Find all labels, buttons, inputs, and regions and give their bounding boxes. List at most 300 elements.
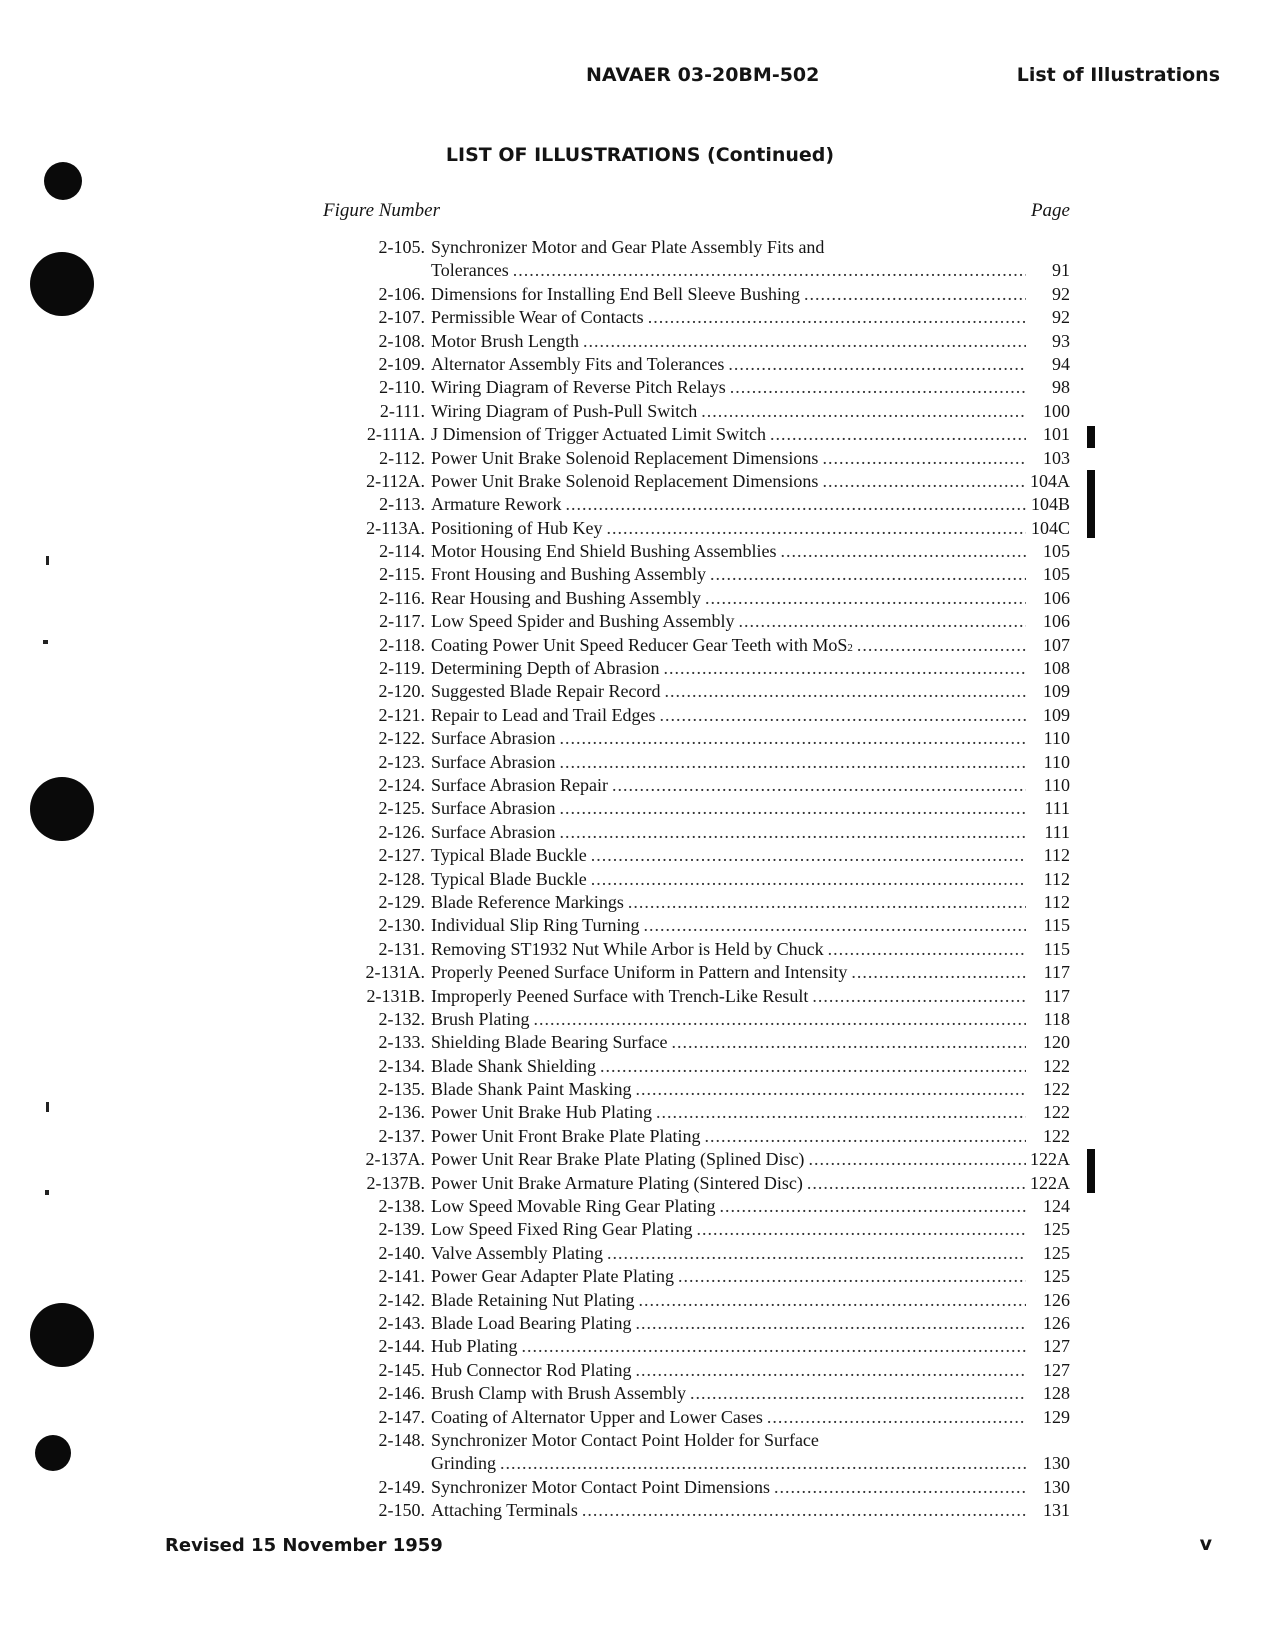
list-entry — [330, 657, 1070, 680]
figure-number: 2-129. — [378, 891, 425, 912]
page-ref: 110 — [1043, 728, 1070, 749]
entry-line — [330, 985, 1070, 1008]
entry-line — [330, 283, 1070, 306]
entry-line — [330, 306, 1070, 329]
entry-line — [330, 961, 1070, 984]
figure-number: 2-137A. — [365, 1149, 425, 1170]
entry-line — [330, 914, 1070, 937]
figure-number: 2-138. — [378, 1196, 425, 1217]
dot-leader — [559, 797, 1026, 820]
entry-line — [330, 1359, 1070, 1382]
figure-title: Surface Abrasion — [431, 821, 556, 842]
figure-number: 2-108. — [378, 330, 425, 351]
entry-line — [330, 727, 1070, 750]
page-ref: 110 — [1043, 774, 1070, 795]
entry-line — [330, 1242, 1070, 1265]
figure-number: 2-137B. — [366, 1172, 425, 1193]
dot-leader — [636, 1359, 1027, 1382]
figure-number: 2-136. — [378, 1102, 425, 1123]
dot-leader — [739, 610, 1027, 633]
list-entry — [330, 493, 1070, 516]
figure-number: 2-150. — [378, 1500, 425, 1521]
figure-title: Improperly Peened Surface with Trench-Like Result — [431, 985, 809, 1006]
page-ref: 127 — [1043, 1359, 1070, 1380]
entry-line — [330, 423, 1070, 446]
figure-title: J Dimension of Trigger Actuated Limit Switch — [431, 424, 766, 445]
dot-leader — [710, 563, 1026, 586]
figure-title: Power Unit Brake Solenoid Replacement Dimensions — [431, 470, 819, 491]
list-entry — [330, 1218, 1070, 1241]
figure-title: Attaching Terminals — [431, 1500, 578, 1521]
list-entry — [330, 236, 1070, 283]
dot-leader — [534, 1008, 1026, 1031]
list-entry — [330, 634, 1070, 657]
dot-leader — [696, 1218, 1026, 1241]
list-entry — [330, 1078, 1070, 1101]
figure-title: Power Gear Adapter Plate Plating — [431, 1266, 674, 1287]
figure-number: 2-133. — [378, 1032, 425, 1053]
page-ref: 118 — [1043, 1008, 1070, 1029]
list-entry — [330, 844, 1070, 867]
figure-title: Typical Blade Buckle — [431, 868, 587, 889]
figure-title: Permissible Wear of Contacts — [431, 307, 644, 328]
page-ref: 108 — [1043, 658, 1070, 679]
list-entry — [330, 353, 1070, 376]
entry-line — [330, 1452, 1070, 1475]
page-ref: 122 — [1043, 1055, 1070, 1076]
figure-title: Typical Blade Buckle — [431, 845, 587, 866]
entry-line — [330, 376, 1070, 399]
list-entry — [330, 1359, 1070, 1382]
dot-leader — [559, 727, 1026, 750]
dot-leader — [500, 1452, 1026, 1475]
entry-line — [330, 1031, 1070, 1054]
entry-line — [330, 680, 1070, 703]
figure-number: 2-114. — [379, 541, 425, 562]
list-entry — [330, 1031, 1070, 1054]
list-entry — [330, 1312, 1070, 1335]
list-entry — [330, 447, 1070, 470]
page-ref: 103 — [1043, 447, 1070, 468]
dot-leader — [828, 938, 1026, 961]
entry-line — [330, 774, 1070, 797]
list-entry — [330, 470, 1070, 493]
dot-leader — [774, 1476, 1026, 1499]
entry-line — [330, 891, 1070, 914]
scan-speck — [46, 1102, 49, 1112]
page-ref: 111 — [1044, 798, 1070, 819]
figure-title: Brush Clamp with Brush Assembly — [431, 1383, 687, 1404]
list-entry — [330, 774, 1070, 797]
figure-title: Surface Abrasion — [431, 798, 556, 819]
entry-line — [330, 844, 1070, 867]
figure-title: Motor Brush Length — [431, 330, 579, 351]
dot-leader — [767, 1406, 1026, 1429]
figure-title: Surface Abrasion Repair — [431, 774, 608, 795]
entry-line — [330, 1265, 1070, 1288]
figure-title: Wiring Diagram of Push-Pull Switch — [431, 400, 698, 421]
figure-number: 2-120. — [378, 681, 425, 702]
page-ref: 104C — [1030, 517, 1070, 538]
entry-line — [330, 330, 1070, 353]
entry-line — [330, 236, 1070, 259]
page-ref: 98 — [1052, 377, 1070, 398]
figure-title: Tolerances — [431, 260, 509, 281]
list-entry — [330, 751, 1070, 774]
figure-number: 2-141. — [378, 1266, 425, 1287]
entry-line — [330, 1218, 1070, 1241]
figure-title: Blade Shank Paint Masking — [431, 1079, 632, 1100]
entry-line — [330, 259, 1070, 282]
entry-line — [330, 1312, 1070, 1335]
entry-line — [330, 634, 1070, 657]
figure-number: 2-146. — [378, 1383, 425, 1404]
dot-leader — [690, 1382, 1026, 1405]
dot-leader — [638, 1289, 1026, 1312]
list-entry — [330, 376, 1070, 399]
figure-number: 2-113. — [379, 494, 425, 515]
page-ref: 104B — [1030, 494, 1070, 515]
figure-number: 2-112A. — [366, 470, 425, 491]
figure-title: Repair to Lead and Trail Edges — [431, 704, 656, 725]
punch-hole — [30, 777, 94, 841]
entry-line — [330, 1289, 1070, 1312]
list-entry — [330, 1265, 1070, 1288]
figure-title: Alternator Assembly Fits and Tolerances — [431, 353, 725, 374]
figure-number: 2-122. — [378, 728, 425, 749]
dot-leader — [704, 1125, 1026, 1148]
list-entry — [330, 868, 1070, 891]
list-entry — [330, 283, 1070, 306]
figure-title: Low Speed Spider and Bushing Assembly — [431, 611, 735, 632]
figure-title: Blade Shank Shielding — [431, 1055, 596, 1076]
entry-line — [330, 1101, 1070, 1124]
figure-title: Blade Retaining Nut Plating — [431, 1289, 635, 1310]
dot-leader — [583, 330, 1026, 353]
figure-title: Shielding Blade Bearing Surface — [431, 1032, 668, 1053]
figure-title: Suggested Blade Repair Record — [431, 681, 661, 702]
dot-leader — [705, 587, 1026, 610]
figure-title: Wiring Diagram of Reverse Pitch Relays — [431, 377, 726, 398]
figure-title: Power Unit Brake Armature Plating (Sintered Disc) — [431, 1172, 803, 1193]
dot-leader — [730, 376, 1026, 399]
figure-number: 2-145. — [378, 1359, 425, 1380]
figure-number: 2-111A. — [366, 424, 425, 445]
scan-speck — [45, 1190, 49, 1195]
list-entry — [330, 914, 1070, 937]
entry-line — [330, 797, 1070, 820]
page-ref: 111 — [1044, 821, 1070, 842]
entry-line — [330, 868, 1070, 891]
dot-leader — [770, 423, 1026, 446]
figure-number: 2-124. — [378, 774, 425, 795]
dot-leader — [644, 914, 1026, 937]
figure-number: 2-127. — [378, 845, 425, 866]
entry-line — [330, 938, 1070, 961]
entry-line — [330, 540, 1070, 563]
page-ref: 93 — [1052, 330, 1070, 351]
entry-line — [330, 1429, 1070, 1452]
entry-line — [330, 1382, 1070, 1405]
list-entry — [330, 985, 1070, 1008]
figure-title: Determining Depth of Abrasion — [431, 658, 660, 679]
subscript: 2 — [847, 641, 853, 654]
figure-title: Front Housing and Bushing Assembly — [431, 564, 707, 585]
figure-title: Surface Abrasion — [431, 728, 556, 749]
page-ref: 92 — [1052, 283, 1070, 304]
figure-number: 2-117. — [379, 611, 425, 632]
page-number: v — [1199, 1533, 1212, 1555]
document-number: NAVAER 03-20BM-502 — [586, 64, 820, 86]
figure-title: Low Speed Movable Ring Gear Plating — [431, 1196, 716, 1217]
change-bar — [1087, 426, 1095, 448]
list-entry — [330, 1195, 1070, 1218]
figure-number: 2-115. — [379, 564, 425, 585]
list-entry — [330, 891, 1070, 914]
figure-title: Motor Housing End Shield Bushing Assemblies — [431, 541, 777, 562]
figure-number: 2-130. — [378, 915, 425, 936]
figure-number: 2-144. — [378, 1336, 425, 1357]
entry-line — [330, 1476, 1070, 1499]
dot-leader — [781, 540, 1026, 563]
entry-line — [330, 1195, 1070, 1218]
entry-line — [330, 1499, 1070, 1522]
entry-line — [330, 1148, 1070, 1171]
entry-line — [330, 353, 1070, 376]
list-entry — [330, 400, 1070, 423]
dot-leader — [807, 1172, 1026, 1195]
page-ref: 120 — [1043, 1032, 1070, 1053]
figure-number: 2-147. — [378, 1406, 425, 1427]
figure-title: Blade Load Bearing Plating — [431, 1312, 632, 1333]
page-ref: 115 — [1043, 938, 1070, 959]
page-ref: 104A — [1030, 470, 1070, 491]
dot-leader — [812, 985, 1026, 1008]
list-entry — [330, 1242, 1070, 1265]
entry-line — [330, 1172, 1070, 1195]
figure-title: Low Speed Fixed Ring Gear Plating — [431, 1219, 693, 1240]
dot-leader — [565, 493, 1026, 516]
change-bar — [1087, 1149, 1095, 1193]
figure-number: 2-140. — [378, 1242, 425, 1263]
punch-hole — [35, 1435, 71, 1471]
figure-title: Coating Power Unit Speed Reducer Gear Teeth with MoS — [431, 634, 848, 655]
entry-line — [330, 1406, 1070, 1429]
entry-line — [330, 447, 1070, 470]
dot-leader — [822, 447, 1026, 470]
page-ref: 122 — [1043, 1102, 1070, 1123]
page-ref: 100 — [1043, 400, 1070, 421]
figure-number: 2-148. — [378, 1429, 425, 1450]
figure-number: 2-128. — [378, 868, 425, 889]
page-ref: 105 — [1043, 564, 1070, 585]
dot-leader — [857, 634, 1026, 657]
figure-title: Synchronizer Motor Contact Point Holder for Surface — [431, 1429, 819, 1450]
dot-leader — [559, 821, 1026, 844]
figure-number: 2-137. — [378, 1125, 425, 1146]
figure-number: 2-139. — [378, 1219, 425, 1240]
page-ref: 105 — [1043, 541, 1070, 562]
page-ref: 130 — [1043, 1476, 1070, 1497]
list-entry — [330, 797, 1070, 820]
page-ref: 131 — [1043, 1500, 1070, 1521]
figure-title: Hub Connector Rod Plating — [431, 1359, 632, 1380]
page-ref: 122A — [1030, 1172, 1070, 1193]
list-entry — [330, 587, 1070, 610]
list-entry — [330, 1008, 1070, 1031]
figure-number: 2-131A. — [365, 962, 425, 983]
entry-line — [330, 400, 1070, 423]
page-ref: 125 — [1043, 1219, 1070, 1240]
figure-number: 2-121. — [378, 704, 425, 725]
list-entry — [330, 1499, 1070, 1522]
figure-number: 2-118. — [379, 634, 425, 655]
figure-number-column-header: Figure Number — [323, 200, 440, 221]
page-ref: 117 — [1043, 985, 1070, 1006]
figure-title: Brush Plating — [431, 1008, 530, 1029]
page-ref: 112 — [1043, 845, 1070, 866]
dot-leader — [612, 774, 1026, 797]
figure-title: Properly Peened Surface Uniform in Pattern and Intensity — [431, 962, 848, 983]
figure-title: Synchronizer Motor Contact Point Dimensions — [431, 1476, 770, 1497]
figure-number: 2-126. — [378, 821, 425, 842]
list-entry — [330, 563, 1070, 586]
page-ref: 101 — [1043, 424, 1070, 445]
figure-title: Power Unit Brake Solenoid Replacement Dimensions — [431, 447, 819, 468]
figure-number: 2-105. — [378, 237, 425, 257]
list-entry — [330, 1382, 1070, 1405]
dot-leader — [636, 1078, 1027, 1101]
dot-leader — [678, 1265, 1026, 1288]
figure-number: 2-110. — [379, 377, 425, 398]
page-ref: 128 — [1043, 1383, 1070, 1404]
entry-line — [330, 587, 1070, 610]
page-ref: 122 — [1043, 1125, 1070, 1146]
page-ref: 110 — [1043, 751, 1070, 772]
entry-line — [330, 470, 1070, 493]
figure-title: Surface Abrasion — [431, 751, 556, 772]
dot-leader — [635, 1312, 1026, 1335]
dot-leader — [804, 283, 1026, 306]
entry-line — [330, 493, 1070, 516]
figure-number: 2-131B. — [366, 985, 425, 1006]
dot-leader — [591, 844, 1026, 867]
dot-leader — [648, 306, 1026, 329]
dot-leader — [719, 1195, 1026, 1218]
dot-leader — [582, 1499, 1026, 1522]
list-entry — [330, 1406, 1070, 1429]
dot-leader — [600, 1055, 1026, 1078]
figure-title: Coating of Alternator Upper and Lower Cases — [431, 1406, 763, 1427]
dot-leader — [659, 704, 1026, 727]
page-ref: 107 — [1043, 634, 1070, 655]
list-entry — [330, 423, 1070, 446]
page-ref: 129 — [1043, 1406, 1070, 1427]
list-entry — [330, 1101, 1070, 1124]
figure-title: Rear Housing and Bushing Assembly — [431, 587, 701, 608]
figure-number: 2-134. — [378, 1055, 425, 1076]
entry-line — [330, 517, 1070, 540]
dot-leader — [701, 400, 1026, 423]
figure-number: 2-123. — [378, 751, 425, 772]
dot-leader — [728, 353, 1026, 376]
dot-leader — [607, 1242, 1026, 1265]
page-ref: 115 — [1043, 915, 1070, 936]
list-entry — [330, 517, 1070, 540]
figure-title: Power Unit Front Brake Plate Plating — [431, 1125, 701, 1146]
figure-number: 2-125. — [378, 798, 425, 819]
dot-leader — [671, 1031, 1026, 1054]
list-entry — [330, 961, 1070, 984]
entry-line — [330, 1335, 1070, 1358]
list-entry — [330, 1055, 1070, 1078]
figure-title: Synchronizer Motor and Gear Plate Assembly Fits and — [431, 237, 825, 257]
list-entry — [330, 330, 1070, 353]
list-entry — [330, 1476, 1070, 1499]
list-entry — [330, 680, 1070, 703]
list-entry — [330, 704, 1070, 727]
list-entry — [330, 1125, 1070, 1148]
dot-leader — [513, 259, 1026, 282]
entry-line — [330, 1055, 1070, 1078]
page-ref: 106 — [1043, 611, 1070, 632]
page-ref: 126 — [1043, 1312, 1070, 1333]
entry-line — [330, 751, 1070, 774]
entry-line — [330, 704, 1070, 727]
dot-leader — [559, 751, 1026, 774]
punch-hole — [44, 162, 82, 200]
dot-leader — [591, 868, 1026, 891]
page-ref: 122 — [1043, 1079, 1070, 1100]
figure-title: Blade Reference Markings — [431, 891, 624, 912]
dot-leader — [656, 1101, 1026, 1124]
figure-number: 2-135. — [378, 1079, 425, 1100]
page-column-header: Page — [1030, 200, 1070, 221]
figure-number: 2-113A. — [366, 517, 425, 538]
change-bar — [1087, 470, 1095, 538]
list-entry — [330, 821, 1070, 844]
list-entry — [330, 1148, 1070, 1171]
figure-title: Removing ST1932 Nut While Arbor is Held by Chuck — [431, 938, 824, 959]
list-entry — [330, 540, 1070, 563]
scan-speck — [46, 556, 49, 565]
revision-date: Revised 15 November 1959 — [165, 1535, 443, 1556]
page-ref: 109 — [1043, 704, 1070, 725]
dot-leader — [607, 517, 1026, 540]
page-ref: 130 — [1043, 1453, 1070, 1474]
entry-line — [330, 821, 1070, 844]
figure-number: 2-111. — [379, 400, 425, 421]
page-ref: 124 — [1043, 1196, 1070, 1217]
entry-line — [330, 563, 1070, 586]
figure-number: 2-132. — [378, 1008, 425, 1029]
page-ref: 92 — [1052, 307, 1070, 328]
page-ref: 125 — [1043, 1266, 1070, 1287]
entry-line — [330, 1078, 1070, 1101]
figure-title: Dimensions for Installing End Bell Sleeve Bushing — [431, 283, 800, 304]
figure-number: 2-149. — [378, 1476, 425, 1497]
dot-leader — [628, 891, 1026, 914]
page-ref: 94 — [1052, 353, 1070, 374]
figure-title: Grinding — [431, 1453, 496, 1474]
list-entry — [330, 1429, 1070, 1476]
page-ref: 122A — [1030, 1149, 1070, 1170]
dot-leader — [822, 470, 1026, 493]
page-ref: 126 — [1043, 1289, 1070, 1310]
page-ref: 117 — [1043, 962, 1070, 983]
list-entry — [330, 1335, 1070, 1358]
list-entry — [330, 1289, 1070, 1312]
